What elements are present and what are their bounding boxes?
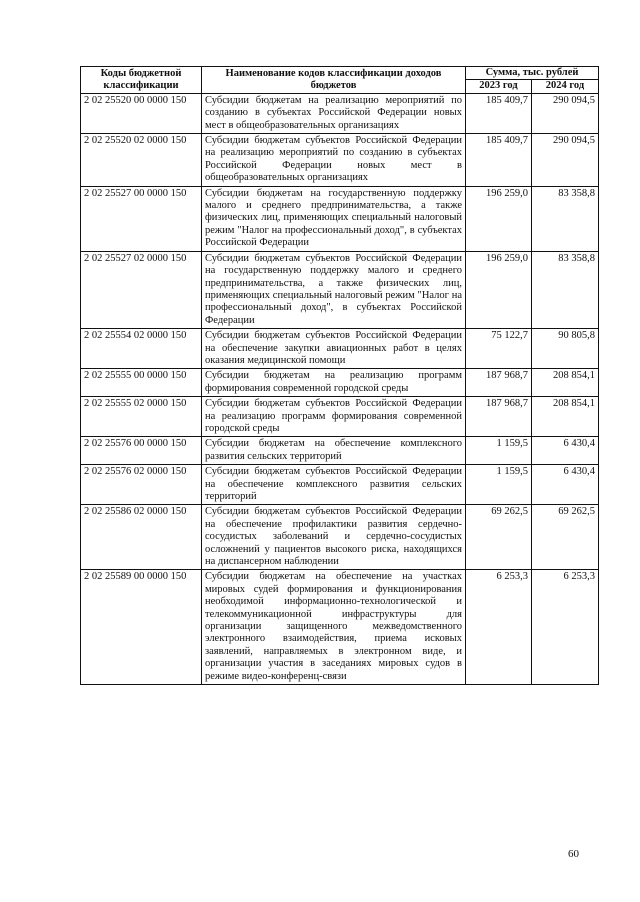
row-amount-2024: 208 854,1 <box>532 369 599 397</box>
row-code: 2 02 25520 00 0000 150 <box>81 93 202 133</box>
row-name: Субсидии бюджетам субъектов Российской Федерации на реализацию программ формирования современной городской среды <box>202 397 466 437</box>
header-codes: Коды бюджетной классификации <box>81 67 202 94</box>
row-name: Субсидии бюджетам на реализацию мероприятий по созданию в субъектах Российской Федерации новых мест в общеобразовательных организациях <box>202 93 466 133</box>
header-sum: Сумма, тыс. рублей <box>466 67 599 80</box>
table-row <box>81 465 599 505</box>
row-amount-2024: 90 805,8 <box>532 329 599 369</box>
row-amount-2023: 75 122,7 <box>466 329 532 369</box>
row-name: Субсидии бюджетам субъектов Российской Федерации на реализацию мероприятий по созданию в субъектах Российской Федерации новых мест в общеобразовательных организациях <box>202 134 466 187</box>
row-name: Субсидии бюджетам на обеспечение на участках мировых судей формирования и функционирования необходимой информационно-технологической и телекоммуникационной инфраструктуры для организации защищенного межведомственного электронного взаимодействия, приема исковых заявлений, направляемых в электронном виде, и организации участия в заседаниях мировых судов в режиме видео-конференц-связи <box>202 570 466 685</box>
row-amount-2024: 83 358,8 <box>532 186 599 251</box>
header-name: Наименование кодов классификации доходов бюджетов <box>202 67 466 94</box>
row-amount-2023: 69 262,5 <box>466 505 532 570</box>
page-number: 60 <box>568 848 579 860</box>
row-amount-2024: 208 854,1 <box>532 397 599 437</box>
table-row <box>81 397 599 437</box>
table-row <box>81 437 599 465</box>
table-row <box>81 93 599 133</box>
row-name: Субсидии бюджетам субъектов Российской Федерации на обеспечение профилактики развития сердечно-сосудистых заболеваний и сердечно-сосудистых осложнений у пациентов высокого риска, находящихся на диспансерном наблюдении <box>202 505 466 570</box>
row-amount-2024: 6 430,4 <box>532 437 599 465</box>
row-name: Субсидии бюджетам на реализацию программ формирования современной городской среды <box>202 369 466 397</box>
row-amount-2024: 290 094,5 <box>532 134 599 187</box>
row-amount-2024: 6 253,3 <box>532 570 599 685</box>
row-code: 2 02 25554 02 0000 150 <box>81 329 202 369</box>
row-code: 2 02 25576 00 0000 150 <box>81 437 202 465</box>
table-row <box>81 186 599 251</box>
budget-table <box>80 66 599 685</box>
row-amount-2024: 69 262,5 <box>532 505 599 570</box>
row-amount-2023: 1 159,5 <box>466 437 532 465</box>
row-code: 2 02 25520 02 0000 150 <box>81 134 202 187</box>
row-amount-2023: 196 259,0 <box>466 251 532 328</box>
row-code: 2 02 25586 02 0000 150 <box>81 505 202 570</box>
table-row <box>81 369 599 397</box>
row-name: Субсидии бюджетам на обеспечение комплексного развития сельских территорий <box>202 437 466 465</box>
row-amount-2024: 6 430,4 <box>532 465 599 505</box>
table-row <box>81 505 599 570</box>
row-amount-2023: 187 968,7 <box>466 397 532 437</box>
row-code: 2 02 25527 02 0000 150 <box>81 251 202 328</box>
row-code: 2 02 25555 02 0000 150 <box>81 397 202 437</box>
table-row <box>81 329 599 369</box>
row-amount-2023: 196 259,0 <box>466 186 532 251</box>
table-row <box>81 570 599 685</box>
row-name: Субсидии бюджетам субъектов Российской Федерации на государственную поддержку малого и среднего предпринимательства, а также физических лиц, применяющих специальный налоговый режим "Налог на профессиональный доход", в субъектах Российской Федерации <box>202 251 466 328</box>
row-code: 2 02 25589 00 0000 150 <box>81 570 202 685</box>
row-name: Субсидии бюджетам субъектов Российской Федерации на обеспечение комплексного развития сельских территорий <box>202 465 466 505</box>
header-year-2023: 2023 год <box>466 80 532 93</box>
row-amount-2024: 83 358,8 <box>532 251 599 328</box>
row-code: 2 02 25576 02 0000 150 <box>81 465 202 505</box>
row-code: 2 02 25527 00 0000 150 <box>81 186 202 251</box>
row-amount-2023: 185 409,7 <box>466 93 532 133</box>
row-amount-2023: 1 159,5 <box>466 465 532 505</box>
row-name: Субсидии бюджетам на государственную поддержку малого и среднего предпринимательства, а также физических лиц, применяющих специальный налоговый режим "Налог на профессиональный доход", в субъектах Российской Федерации <box>202 186 466 251</box>
table-body <box>81 93 599 684</box>
row-amount-2023: 187 968,7 <box>466 369 532 397</box>
row-amount-2023: 185 409,7 <box>466 134 532 187</box>
table-row <box>81 134 599 187</box>
row-amount-2024: 290 094,5 <box>532 93 599 133</box>
table-header <box>81 67 599 94</box>
row-name: Субсидии бюджетам субъектов Российской Федерации на обеспечение закупки авиационных работ в целях оказания медицинской помощи <box>202 329 466 369</box>
table-row <box>81 251 599 328</box>
row-amount-2023: 6 253,3 <box>466 570 532 685</box>
header-year-2024: 2024 год <box>532 80 599 93</box>
row-code: 2 02 25555 00 0000 150 <box>81 369 202 397</box>
